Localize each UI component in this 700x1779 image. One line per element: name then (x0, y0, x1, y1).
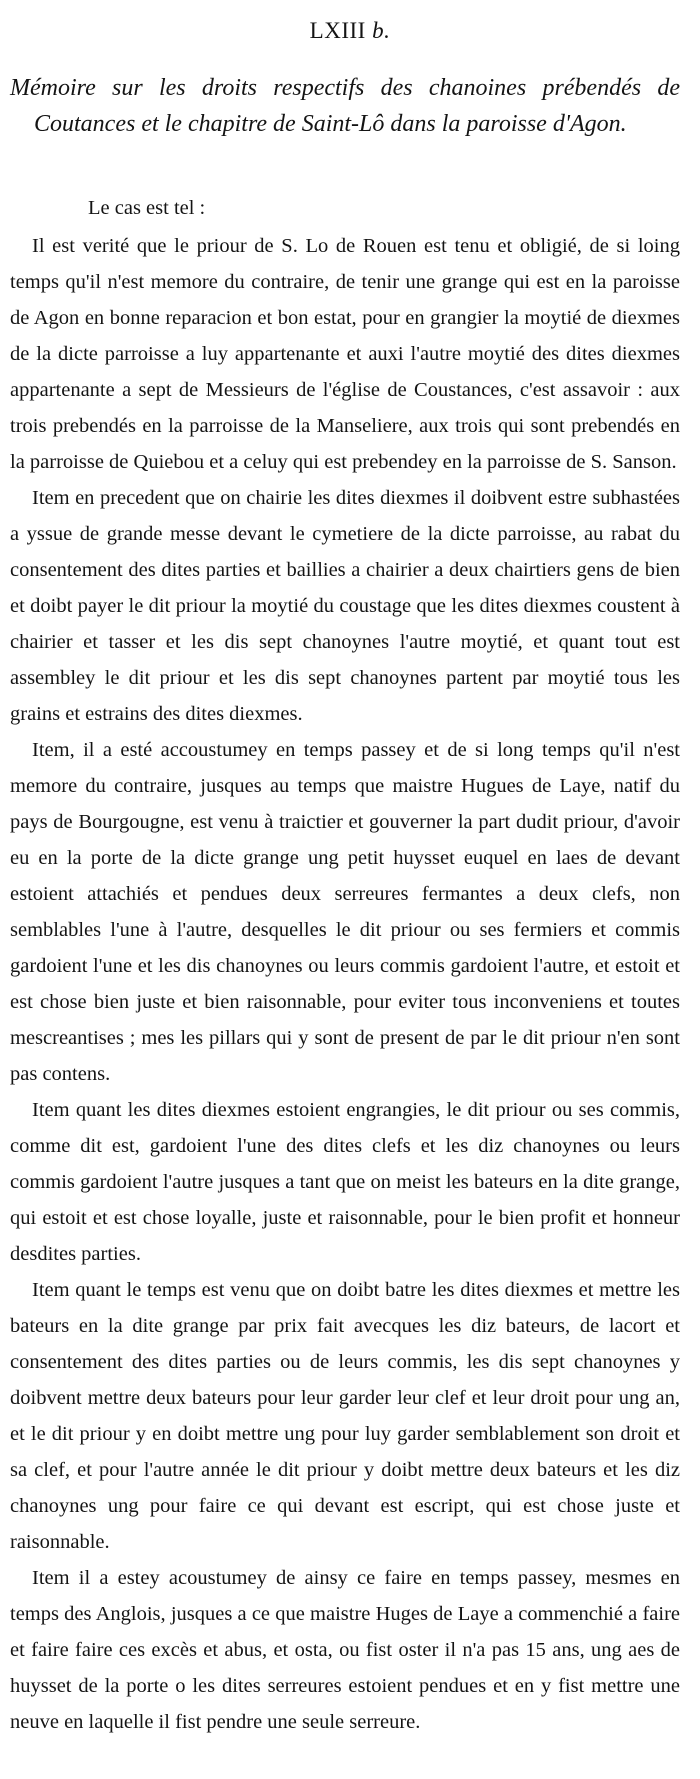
paragraph-4: Item quant les dites diexmes estoient engrangies, le dit priour ou ses commis, comme dit est, gardoient l'une des dites clefs et les diz chanoynes ou leurs commis gardoient l'autre jusques a tant que on meist les bateurs en la dite grange, qui estoit et est chose loyalle, juste et raisonnable, pour le bien profit et honneur desdites parties. (10, 1099, 680, 1265)
title-continuation: Coutances et le chapitre de Saint-Lô dans la paroisse d'Agon. (34, 111, 627, 137)
paragraph-3: Item, il a esté accoustumey en temps passey et de si long temps qu'il n'est memore du contraire, jusques au temps que maistre Hugues de Laye, natif du pays de Bourgougne, est venu à traictier et gouverner la part dudit priour, d'avoir eu en la porte de la dicte grange ung petit huysset euquel en laes de devant estoient attachiés et pendues deux serreures fermantes a deux clefs, non semblables l'une à l'autre, desquelles le dit priour ou ses fermiers et commis gardoient l'une et les dis chanoynes ou leurs commis gardoient l'autre, et estoit et est chose bien juste et bien raisonnable, pour eviter tous inconveniens et toutes mescreantises ; mes les pillars qui y sont de present de par le dit priour n'en sont pas contens. (10, 739, 680, 1085)
heading-roman: LXIII (309, 18, 366, 43)
heading-letter: b. (372, 18, 391, 43)
intro-line: Le cas est tel : (88, 197, 206, 219)
paragraph-5: Item quant le temps est venu que on doibt batre les dites diexmes et mettre les bateurs en la dite grange par prix fait avecques les diz bateurs, de lacort et consentement des dites parties ou de leurs commis, les dis sept chanoynes y doibvent mettre deux bateurs pour leur garder leur clef et leur droit pour ung an, et le dit priour y en doibt mettre ung pour luy garder semblablement son droit et sa clef, et pour l'autre année le dit priour y doibt mettre deux bateurs et les diz chanoynes ung pour faire ce qui devant est escript, qui est chose juste et raisonnable. (10, 1279, 680, 1553)
paragraph-6: Item il a estey acoustumey de ainsy ce faire en temps passey, mesmes en temps des Anglois, jusques a ce que maistre Huges de Laye a commenchié a faire et faire faire ces excès et abus, et osta, ou fist oster il n'a pas 15 ans, ung aes de huysset de la porte o les dites serreures estoient pendues et en y fist mettre une neuve en laquelle il fist pendre une seule serreure. (10, 1567, 680, 1733)
paragraph-1: Il est verité que le priour de S. Lo de Rouen est tenu et obligié, de si loing temps qu'il n'est memore du contraire, de tenir une grange qui est en la paroisse de Agon en bonne reparacion et bon estat, pour en grangier la moytié de diexmes de la dicte parroisse a luy appartenante et auxi l'autre moytié des dites diexmes appartenante a sept de Messieurs de l'église de Coustances, c'est assavoir : aux trois prebendés en la parroisse de la Manseliere, aux trois qui sont prebendés en la parroisse de Quiebou et a celuy qui est prebendey en la parroisse de S. Sanson. (10, 235, 680, 473)
paragraph-2: Item en precedent que on chairie les dites diexmes il doibvent estre subhastées a yssue de grande messe devant le cymetiere de la dicte parroisse, au rabat du consentement des dites parties et baillies a chairier a deux chairtiers gens de bien et doibt payer le dit priour la moytié du coustage que les dites diexmes coustent à chairier et tasser et les dis sept chanoynes l'autre moytié, et quant tout est assembley le dit priour et les dis sept chanoynes partent par moytié tous les grains et estrains des dites diexmes. (10, 487, 680, 725)
title-line-1: Mémoire sur les droits respectifs des chanoines prébendés de (10, 75, 680, 101)
document-body (10, 228, 680, 1740)
section-heading (0, 18, 700, 44)
document-title (10, 70, 680, 142)
